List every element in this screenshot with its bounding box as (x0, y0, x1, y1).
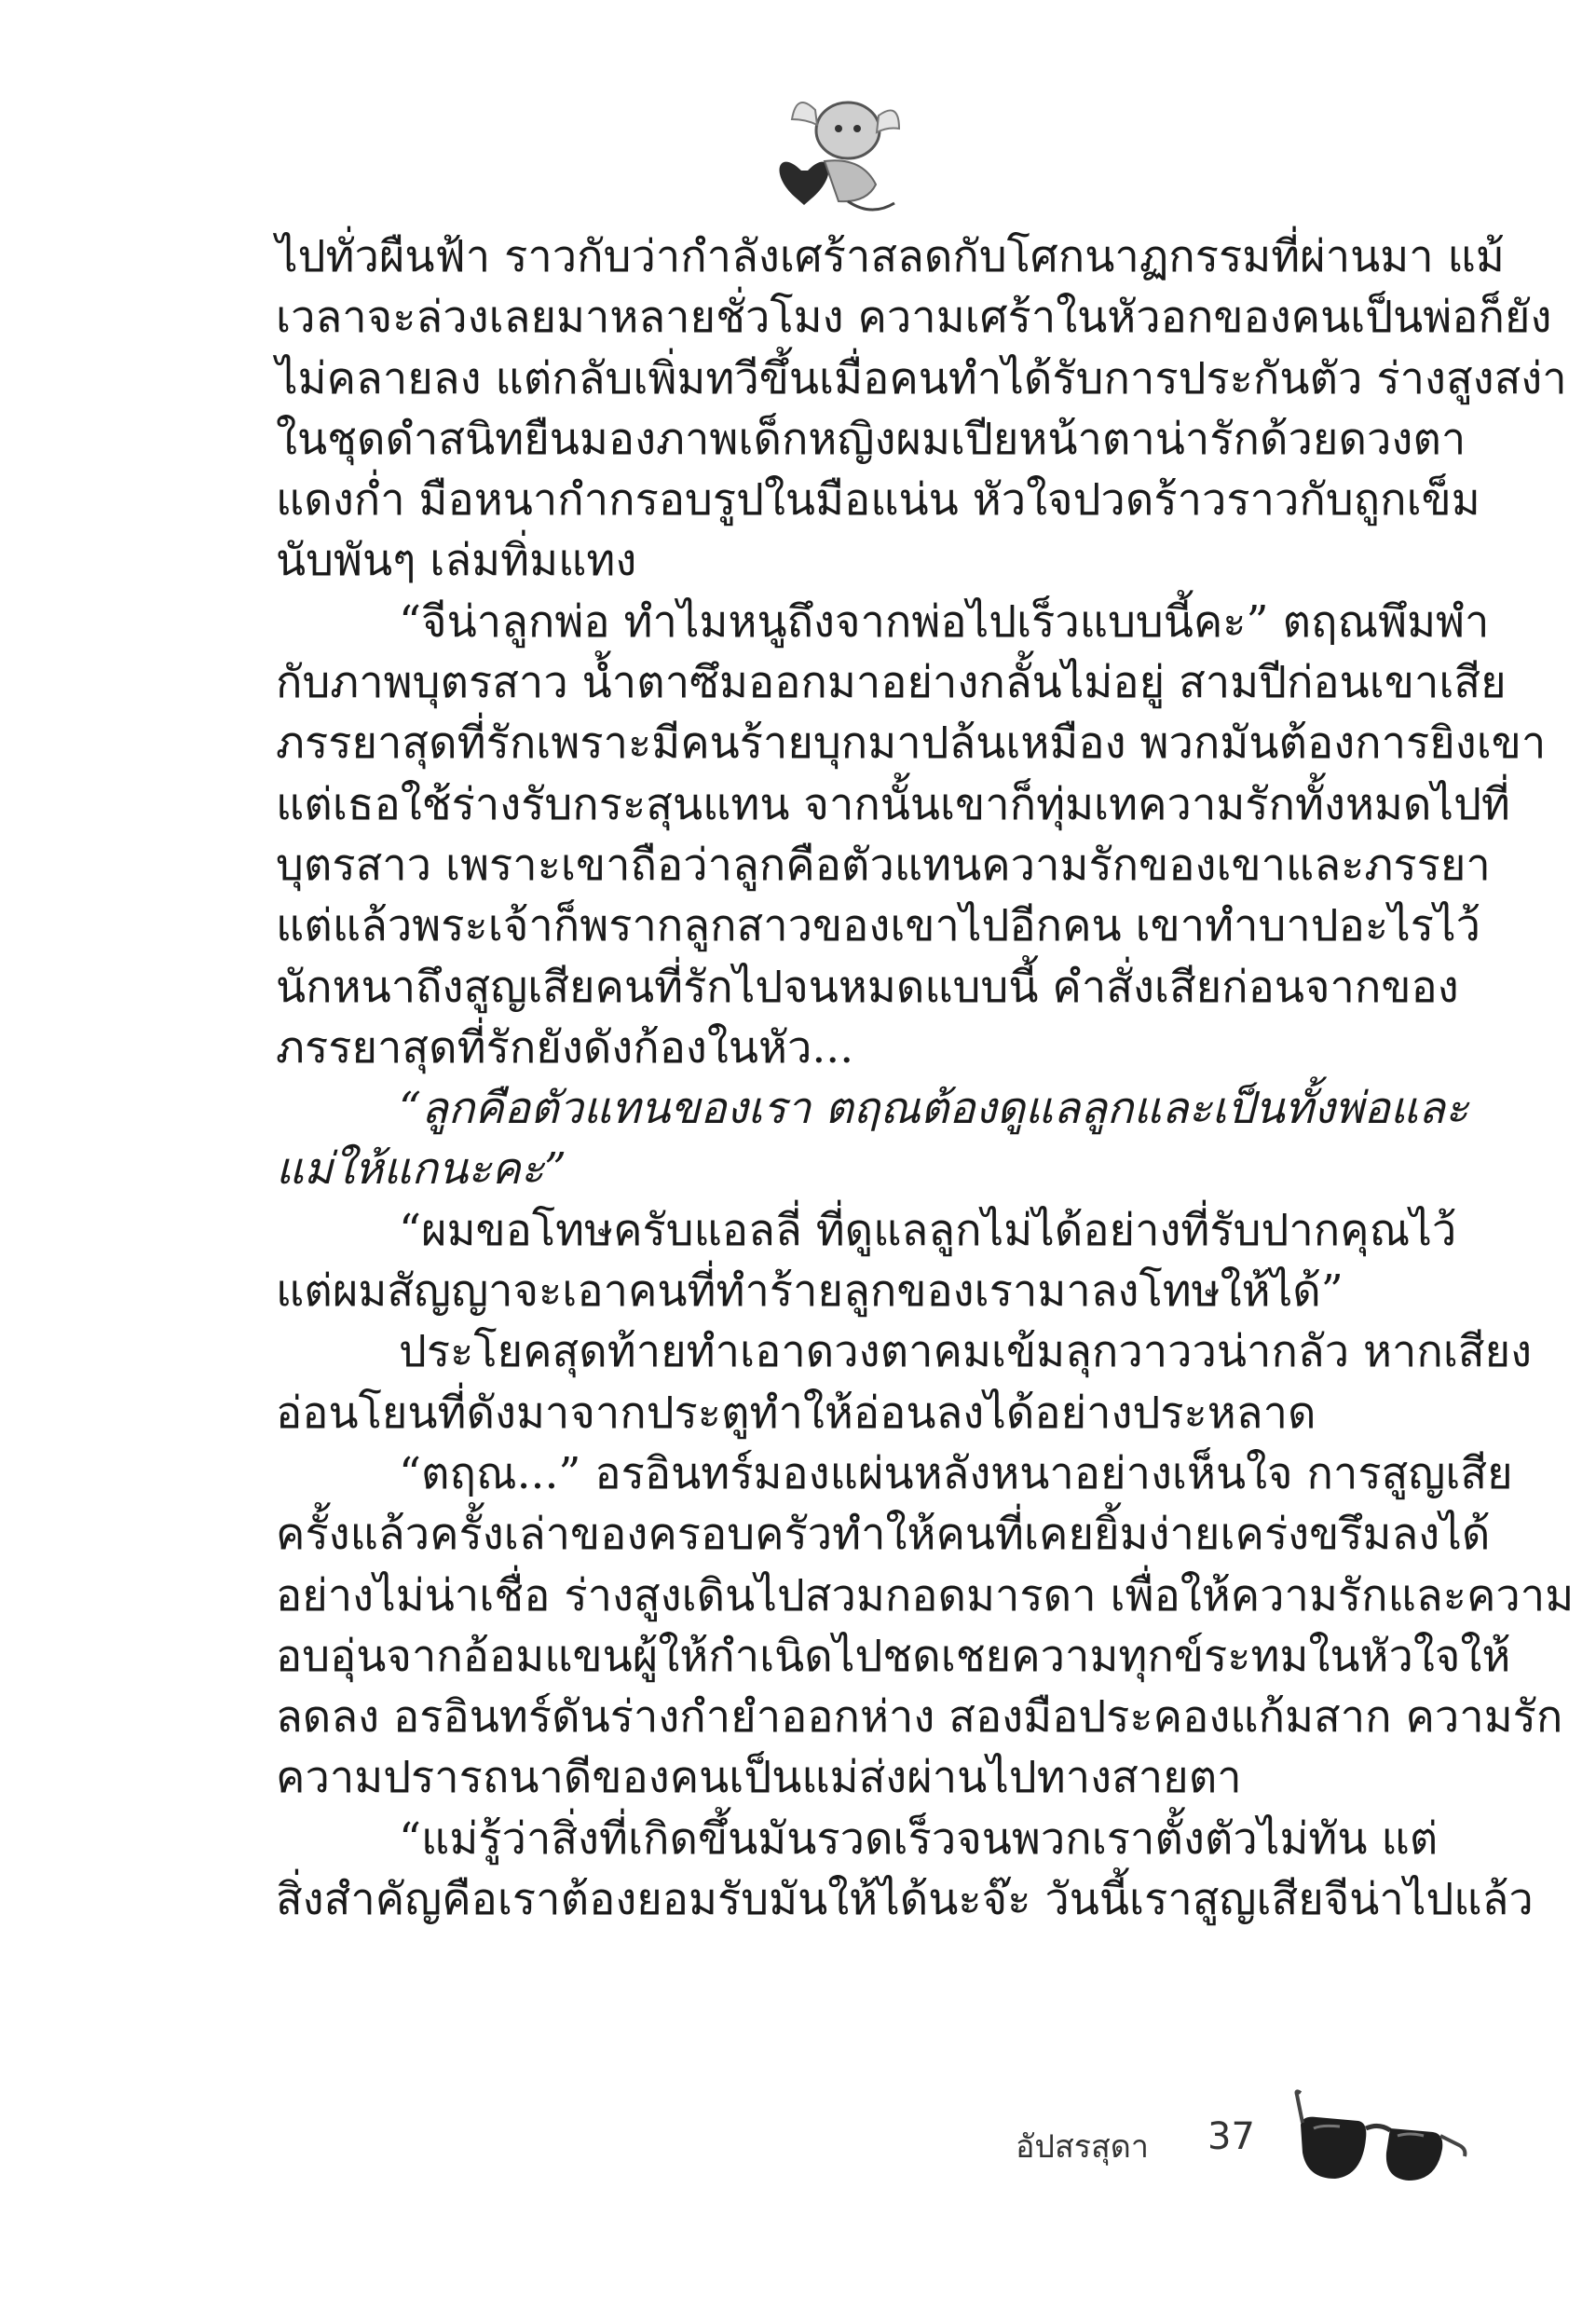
cupid-with-heart-icon (759, 82, 908, 222)
text-line: ไปทั่วผืนฟ้า ราวกับว่ากำลังเศร้าสลดกับโศกนาฏกรรมที่ผ่านมา แม้ (276, 231, 1505, 282)
text-line: กับภาพบุตรสาว น้ำตาซึมออกมาอย่างกลั้นไม่อยู่ สามปีก่อนเขาเสีย (276, 657, 1507, 709)
text-line: สิ่งสำคัญคือเราต้องยอมรับมันให้ได้นะจ๊ะ วันนี้เราสูญเสียจีน่าไปแล้ว (276, 1874, 1534, 1926)
text-line: “ผมขอโทษครับแอลลี่ ที่ดูแลลูกไม่ได้อย่างที่รับปากคุณไว้ (399, 1204, 1457, 1256)
sunglasses-icon (1293, 2087, 1470, 2199)
text-line: ลดลง อรอินทร์ดันร่างกำยำออกห่าง สองมือประคองแก้มสาก ความรัก (276, 1691, 1563, 1744)
text-line: แต่แล้วพระเจ้าก็พรากลูกสาวของเขาไปอีกคน เขาทำบาปอะไรไว้ (276, 900, 1480, 952)
text-line: “จีน่าลูกพ่อ ทำไมหนูถึงจากพ่อไปเร็วแบบนี้คะ” ตฤณพึมพำ (399, 595, 1490, 648)
text-line: “แม่รู้ว่าสิ่งที่เกิดขึ้นมันรวดเร็วจนพวกเราตั้งตัวไม่ทัน แต่ (399, 1812, 1439, 1865)
text-line: นักหนาถึงสูญเสียคนที่รักไปจนหมดแบบนี้ คำสั่งเสียก่อนจากของ (276, 961, 1459, 1013)
text-line: ครั้งแล้วครั้งเล่าของครอบครัวทำให้คนที่เคยยิ้มง่ายเคร่งขรึมลงได้ (276, 1509, 1491, 1561)
body-text (276, 226, 1575, 1930)
text-line: อบอุ่นจากอ้อมแขนผู้ให้กำเนิดไปชดเชยความทุกข์ระทมในหัวใจให้ (276, 1630, 1511, 1682)
text-line: แต่ผมสัญญาจะเอาคนที่ทำร้ายลูกของเรามาลงโทษให้ได้” (276, 1265, 1344, 1318)
text-line: ภรรยาสุดที่รักยังดังก้องในหัว... (276, 1021, 854, 1073)
text-line: ไม่คลายลง แต่กลับเพิ่มทวีขึ้นเมื่อคนทำได้รับการประกันตัว ร่างสูงสง่า (276, 352, 1567, 404)
text-line: เวลาจะล่วงเลยมาหลายชั่วโมง ความเศร้าในหัวอกของคนเป็นพ่อก็ยัง (276, 292, 1552, 344)
text-line: นับพันๆ เล่มทิ่มแทง (276, 535, 637, 587)
text-line: ภรรยาสุดที่รักเพราะมีคนร้ายบุกมาปล้นเหมือง พวกมันต้องการยิงเขา (276, 718, 1547, 770)
text-line: อ่อนโยนที่ดังมาจากประตูทำให้อ่อนลงได้อย่างประหลาด (276, 1387, 1316, 1439)
text-line: “ลูกคือตัวแทนของเรา ตฤณต้องดูแลลูกและเป็นทั้งพ่อและ (399, 1083, 1469, 1135)
text-line: แม่ให้แกนะคะ” (276, 1143, 567, 1196)
text-line: แดงก่ำ มือหนากำกรอบรูปในมือแน่น หัวใจปวดร้าวราวกับถูกเข็ม (276, 474, 1480, 526)
text-line: อย่างไม่น่าเชื่อ ร่างสูงเดินไปสวมกอดมารดา เพื่อให้ความรักและความ (276, 1569, 1575, 1621)
text-line: ในชุดดำสนิทยืนมองภาพเด็กหญิงผมเปียหน้าตาน่ารักด้วยดวงตา (276, 413, 1466, 465)
text-line: ความปรารถนาดีของคนเป็นแม่ส่งผ่านไปทางสายตา (276, 1752, 1242, 1804)
text-line: แต่เธอใช้ร่างรับกระสุนแทน จากนั้นเขาก็ทุ่มเทความรักทั้งหมดไปที่ (276, 778, 1510, 830)
text-line: “ตฤณ...” อรอินทร์มองแผ่นหลังหนาอย่างเห็นใจ การสูญเสีย (399, 1447, 1513, 1499)
text-line: บุตรสาว เพราะเขาถือว่าลูกคือตัวแทนความรักของเขาและภรรยา (276, 839, 1491, 891)
page-number: 37 (1207, 2115, 1255, 2158)
text-line: ประโยคสุดท้ายทำเอาดวงตาคมเข้มลุกวาววน่ากลัว หากเสียง (399, 1326, 1533, 1378)
running-footer-title: อัปสรสุดา (1016, 2128, 1149, 2166)
